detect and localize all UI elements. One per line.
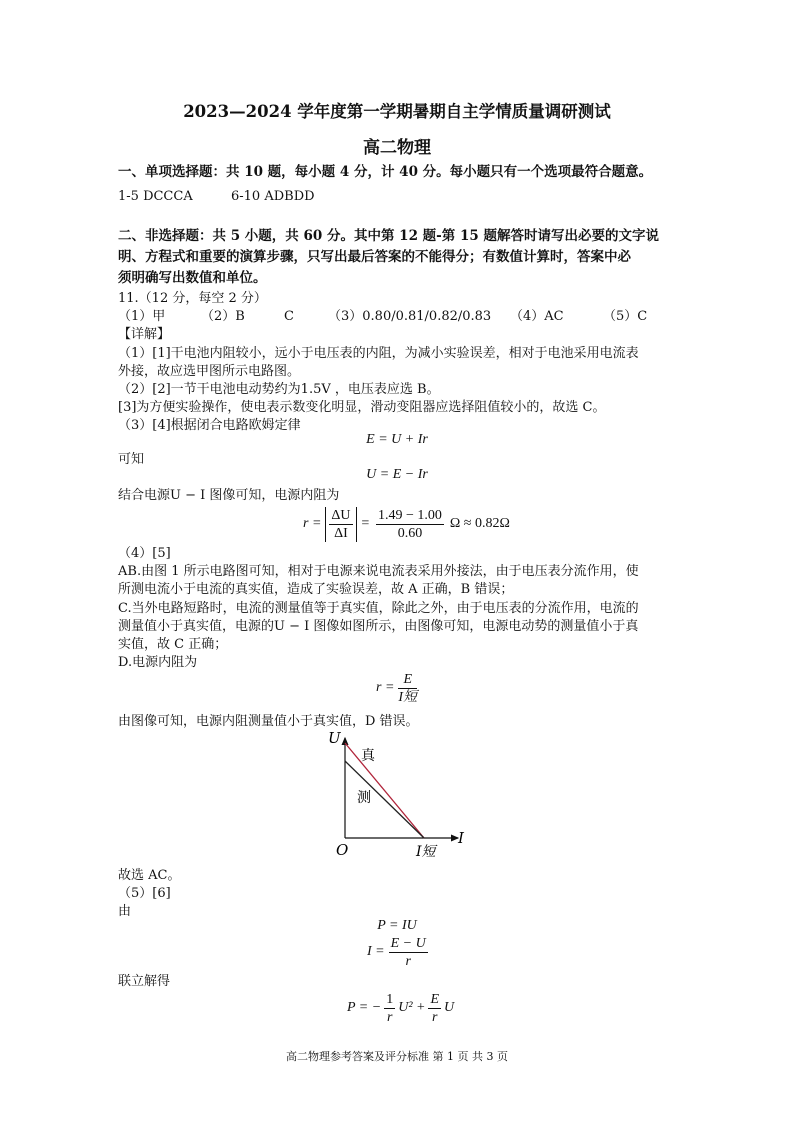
eq3-r: r = bbox=[303, 516, 322, 531]
eq3-result: Ω ≈ 0.82Ω bbox=[449, 516, 510, 531]
eq3-equals: = bbox=[360, 516, 370, 531]
equation-5: P = IU bbox=[377, 918, 417, 933]
detail-p10: 由图像可知，电源内阻测量值小于真实值，D 错误。 bbox=[118, 714, 419, 729]
equation-3 bbox=[303, 504, 510, 544]
section1-heading: 一、单项选择题：共 10 题，每小题 4 分，计 40 分。每小题只有一个选项最符合题意。 bbox=[118, 164, 653, 180]
section2-heading-line2: 明、方程式和重要的演算步骤，只写出最后答案的不能得分；有数值计算时，答案中必 bbox=[118, 249, 631, 265]
detail-p11: 故选 AC。 bbox=[118, 868, 181, 883]
section1-answers-b: 6-10 ADBDD bbox=[231, 189, 315, 204]
equation-4 bbox=[376, 668, 417, 708]
eq6-denominator: r bbox=[405, 953, 411, 969]
text-you: 由 bbox=[118, 904, 132, 919]
q11-answer-1: （1）甲 bbox=[118, 309, 166, 324]
eq7-fraction-2 bbox=[428, 991, 441, 1026]
label-ishort: I短 bbox=[416, 844, 436, 860]
detail-p8-line2: 测量值小于真实值，电源的U − I 图像如图所示，由图像可知，电源电动势的测量值小于真 bbox=[118, 619, 639, 634]
equation-6 bbox=[367, 932, 428, 972]
detail-p3: [3]为方便实验操作，使电表示数变化明显，滑动变阻器应选择阻值较小的，故选 C。 bbox=[118, 400, 606, 415]
label-true: 真 bbox=[361, 748, 375, 764]
q11-answer-2b: C bbox=[284, 309, 294, 324]
detail-p7-line1: AB.由图 1 所示电路图可知，相对于电源来说电流表采用外接法，由于电压表分流作用，使 bbox=[118, 564, 639, 579]
eq6-numerator: E − U bbox=[390, 935, 426, 951]
detail-p13: 联立解得 bbox=[118, 974, 171, 989]
eq4-numerator: E bbox=[398, 671, 417, 689]
axis-label-u: U bbox=[328, 729, 341, 747]
detail-p1-line2: 外接，故应选甲图所示电路图。 bbox=[118, 364, 301, 379]
page-title: 2023—2024 学年度第一学期暑期自主学情质量调研测试 bbox=[183, 102, 611, 121]
detail-p12: （5）[6] bbox=[118, 886, 171, 901]
page-footer: 高二物理参考答案及评分标准 第 1 页 共 3 页 bbox=[286, 1050, 508, 1063]
q11-answer-4: （4）AC bbox=[510, 309, 564, 324]
q11-answer-3: （3）0.80/0.81/0.82/0.83 bbox=[328, 309, 492, 324]
section2-heading-line3: 须明确写出数值和单位。 bbox=[118, 270, 267, 286]
eq4-r: r = bbox=[376, 680, 395, 695]
detail-p5: 结合电源U − I 图像可知，电源内阻为 bbox=[118, 488, 340, 503]
eq3-abs-fraction bbox=[325, 507, 356, 542]
label-measured: 测 bbox=[357, 790, 371, 806]
q11-answer-2: （2）B bbox=[201, 309, 245, 324]
equation-7 bbox=[347, 988, 454, 1028]
detail-p1-line1: （1）[1]干电池内阻较小，远小于电压表的内阻，为减小实验误差，相对于电池采用电流表 bbox=[118, 346, 639, 361]
u-i-graph bbox=[318, 726, 478, 864]
eq3-delta-u: ΔU bbox=[331, 507, 351, 523]
detail-p8-line3: 实值，故 C 正确； bbox=[118, 637, 228, 652]
eq4-denominator: I短 bbox=[398, 689, 418, 705]
q11-header: 11.（12 分，每空 2 分） bbox=[118, 291, 267, 306]
eq7-num2: E bbox=[430, 991, 440, 1007]
section2-heading-line1: 二、非选择题：共 5 小题，共 60 分。其中第 12 题-第 15 题解答时请写出必要的文字说 bbox=[118, 228, 659, 244]
eq3-value-fraction bbox=[376, 507, 444, 542]
eq6-fraction bbox=[389, 935, 428, 970]
page-subtitle: 高二物理 bbox=[363, 138, 431, 158]
equation-1: E = U + Ir bbox=[366, 432, 428, 447]
eq4-fraction bbox=[398, 671, 417, 706]
eq7-den2: r bbox=[432, 1009, 438, 1025]
detail-label: 【详解】 bbox=[118, 327, 171, 342]
detail-p6: （4）[5] bbox=[118, 546, 171, 561]
eq3-denominator: 0.60 bbox=[397, 525, 423, 541]
detail-p4: （3）[4]根据闭合电路欧姆定律 bbox=[118, 418, 301, 433]
text-kezhi: 可知 bbox=[118, 452, 145, 467]
detail-p7-line2: 所测电流小于电流的真实值，造成了实验误差，故 A 正确，B 错误； bbox=[118, 582, 514, 597]
section1-answers-a: 1-5 DCCCA bbox=[118, 189, 193, 204]
origin-label: O bbox=[336, 841, 349, 859]
eq6-lhs: I = bbox=[367, 944, 385, 959]
detail-p9: D.电源内阻为 bbox=[118, 655, 198, 670]
eq7-lhs: P = − bbox=[347, 1000, 382, 1015]
eq7-fraction-1 bbox=[384, 991, 395, 1026]
eq7-middle: U² + bbox=[398, 1000, 426, 1015]
eq3-delta-i: ΔI bbox=[334, 525, 348, 541]
axis-label-i: I bbox=[458, 829, 464, 847]
eq3-numerator: 1.49 − 1.00 bbox=[377, 507, 442, 523]
eq7-tail: U bbox=[444, 1000, 455, 1015]
eq7-den1: r bbox=[386, 1009, 393, 1025]
detail-p2: （2）[2]一节干电池电动势约为1.5V ，电压表应选 B。 bbox=[118, 382, 440, 397]
equation-2: U = E − Ir bbox=[366, 467, 428, 482]
detail-p8-line1: C.当外电路短路时，电流的测量值等于真实值，除此之外，由于电压表的分流作用，电流的 bbox=[118, 601, 639, 616]
eq7-num1: 1 bbox=[386, 991, 394, 1007]
q11-answer-5: （5）C bbox=[603, 309, 648, 324]
